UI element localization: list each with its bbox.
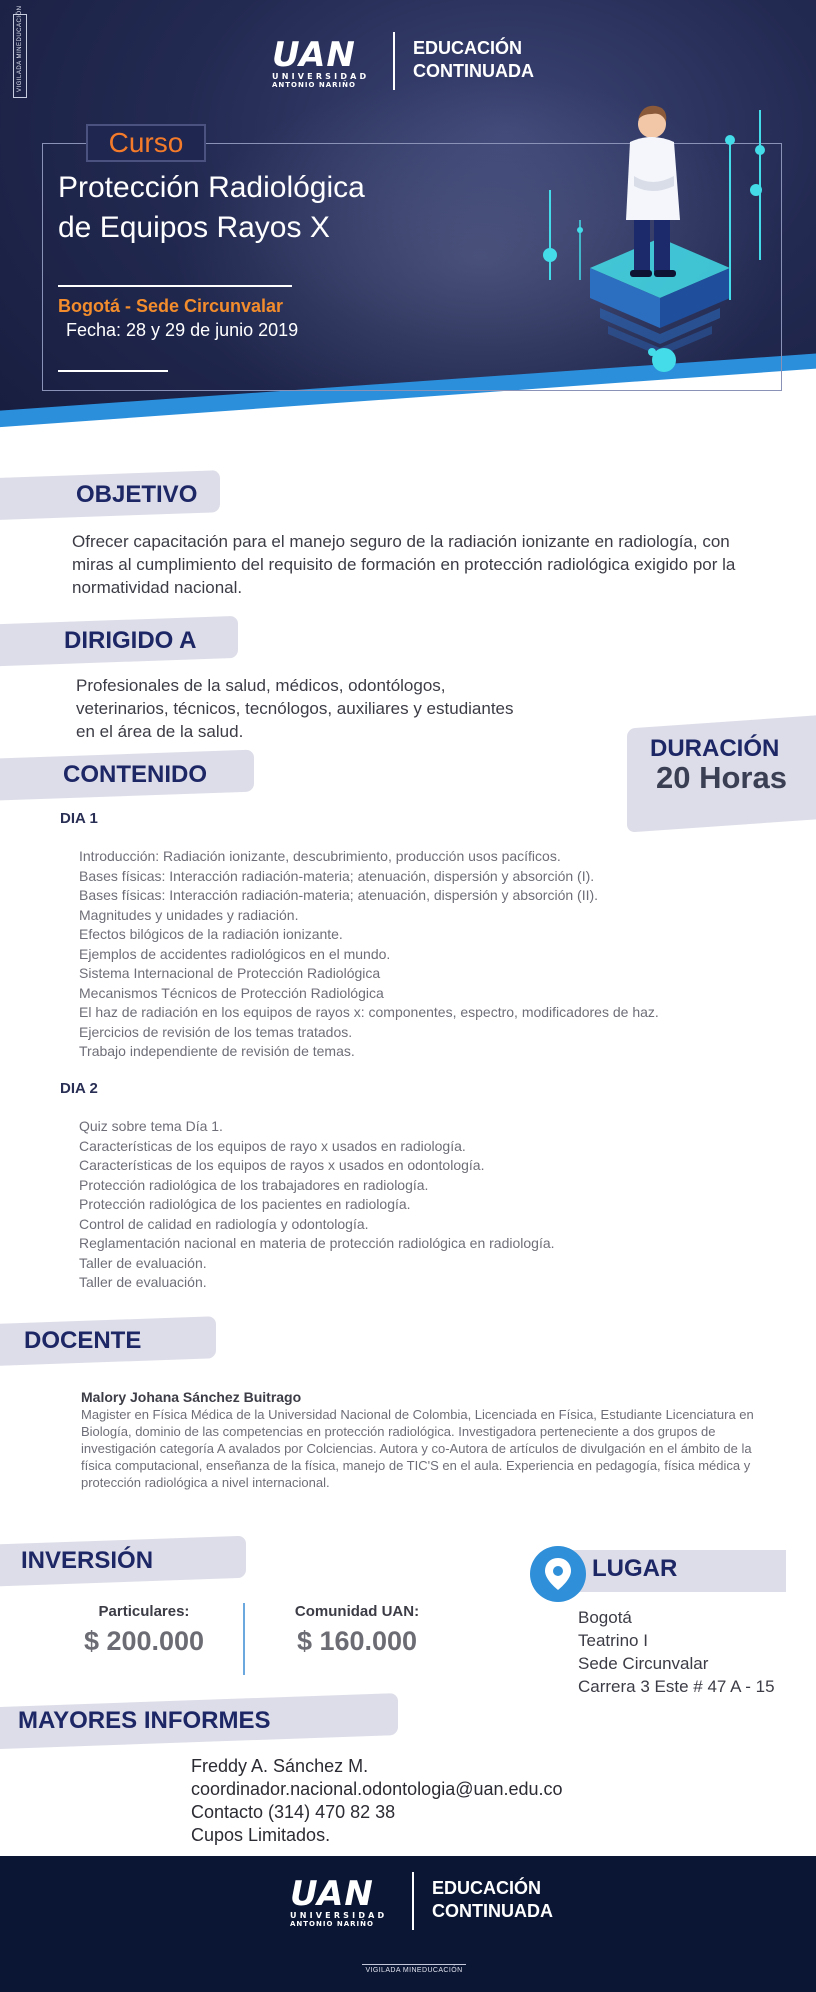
dirigido-heading-text: DIRIGIDO A bbox=[64, 627, 197, 654]
list-item: El haz de radiación en los equipos de rayos x: componentes, espectro, modificadores de haz. bbox=[79, 1004, 659, 1020]
dirigido-heading bbox=[0, 616, 238, 666]
objetivo-heading bbox=[0, 470, 220, 520]
unit-line-2: CONTINUADA bbox=[413, 61, 534, 81]
list-item: Magnitudes y unidades y radiación. bbox=[79, 906, 299, 923]
list-item: Introducción: Radiación ionizante, descubrimiento, producción usos pacíficos. bbox=[79, 848, 561, 864]
contenido-heading bbox=[0, 750, 254, 801]
list-item: Quiz sobre tema Día 1. bbox=[79, 1118, 223, 1134]
footer-logo-mark: UAN bbox=[290, 1874, 374, 1914]
contact-note: Cupos Limitados. bbox=[191, 1825, 331, 1845]
list-item: Reglamentación nacional en materia de protección radiológica en radiología. bbox=[79, 1235, 555, 1251]
list-item: Características de los equipos de rayos x usados en odontología. bbox=[79, 1157, 485, 1173]
contact-phone: Contacto (314) 470 82 38 bbox=[191, 1802, 396, 1822]
dirigido-text: Profesionales de la salud, médicos, odontólogos, veterinarios, técnicos, tecnólogos, auxiliares y estudiantes en el área de la salud. bbox=[76, 676, 514, 741]
course-badge: Curso bbox=[86, 124, 206, 162]
day-2-label: DIA 2 bbox=[60, 1080, 98, 1097]
footer-unit-line-2: CONTINUADA bbox=[432, 1901, 553, 1921]
hero-rule-top bbox=[58, 285, 292, 287]
footer-unit-line-1: EDUCACIÓN bbox=[432, 1878, 542, 1898]
address-line: Carrera 3 Este # 47 A - 15 bbox=[578, 1677, 775, 1696]
day-2-topics bbox=[79, 1117, 555, 1293]
vigilada-text: VIGILADA MINEDUCACIÓN bbox=[17, 5, 23, 92]
course-date: Fecha: 28 y 29 de junio 2019 bbox=[66, 320, 299, 340]
particulares-label: Particulares: bbox=[98, 1603, 190, 1620]
price-divider bbox=[243, 1603, 245, 1675]
docente-heading bbox=[0, 1316, 216, 1366]
footer-logo-university: UNIVERSIDAD bbox=[290, 1911, 388, 1920]
logo-mark: UAN bbox=[272, 35, 356, 75]
list-item: Mecanismos Técnicos de Protección Radiológica bbox=[79, 984, 384, 1001]
inversion-heading-text: INVERSIÓN bbox=[21, 1547, 154, 1574]
list-item: Ejemplos de accidentes radiológicos en el mundo. bbox=[79, 945, 391, 962]
course-title-line-2: de Equipos Rayos X bbox=[58, 211, 330, 244]
lugar-address bbox=[578, 1606, 775, 1698]
uan-logo bbox=[272, 35, 372, 89]
duracion-label: DURACIÓN bbox=[650, 735, 780, 762]
footer-unit-name bbox=[432, 1877, 553, 1923]
list-item: Trabajo independiente de revisión de temas. bbox=[79, 1043, 355, 1059]
contact-info bbox=[191, 1755, 563, 1847]
mayores-informes-heading-text: MAYORES INFORMES bbox=[18, 1707, 271, 1734]
particulares-price: $ 200.000 bbox=[83, 1626, 205, 1656]
location-pin-glyph bbox=[530, 1546, 586, 1602]
contact-name: Freddy A. Sánchez M. bbox=[191, 1756, 369, 1776]
day-1-label: DIA 1 bbox=[60, 810, 98, 827]
unit-line-1: EDUCACIÓN bbox=[413, 38, 523, 58]
duracion-value: 20 Horas bbox=[656, 760, 787, 795]
logo-divider bbox=[393, 32, 395, 90]
course-location: Bogotá - Sede Circunvalar bbox=[58, 296, 284, 316]
hero-rule-bottom bbox=[58, 370, 168, 372]
footer-logo-name: ANTONIO NARIÑO bbox=[290, 1920, 374, 1928]
list-item: Taller de evaluación. bbox=[79, 1274, 207, 1290]
list-item: Características de los equipos de rayo x usados en radiología. bbox=[79, 1137, 466, 1154]
list-item: Bases físicas: Interacción radiación-materia; atenuación, dispersión y absorción (I). bbox=[79, 867, 595, 884]
vigilada-badge-footer: VIGILADA MINEDUCACIÓN bbox=[362, 1964, 466, 1977]
list-item: Taller de evaluación. bbox=[79, 1254, 207, 1271]
list-item: Protección radiológica de los trabajadores en radiología. bbox=[79, 1176, 429, 1193]
mayores-informes-heading bbox=[0, 1693, 398, 1749]
list-item: Ejercicios de revisión de los temas tratados. bbox=[79, 1023, 353, 1040]
logo-university: UNIVERSIDAD bbox=[272, 72, 370, 81]
objetivo-heading-text: OBJETIVO bbox=[76, 481, 198, 508]
logo-name: ANTONIO NARIÑO bbox=[272, 81, 356, 89]
location-pin-icon bbox=[530, 1546, 586, 1602]
list-item: Control de calidad en radiología y odontología. bbox=[79, 1215, 369, 1232]
course-title-line-1: Protección Radiológica bbox=[58, 171, 365, 204]
address-line: Sede Circunvalar bbox=[578, 1654, 709, 1673]
footer-uan-logo bbox=[290, 1874, 390, 1928]
footer-logo-divider bbox=[412, 1872, 414, 1930]
list-item: Sistema Internacional de Protección Radiológica bbox=[79, 965, 381, 981]
contact-email[interactable]: coordinador.nacional.odontologia@uan.edu.co bbox=[191, 1779, 563, 1799]
address-line: Teatrino I bbox=[578, 1631, 648, 1650]
course-title bbox=[58, 168, 458, 248]
list-item: Protección radiológica de los pacientes en radiología. bbox=[79, 1196, 411, 1212]
docente-heading-text: DOCENTE bbox=[24, 1327, 142, 1354]
contenido-heading-text: CONTENIDO bbox=[63, 761, 207, 788]
comunidad-uan-label: Comunidad UAN: bbox=[294, 1603, 420, 1620]
inversion-heading bbox=[0, 1536, 246, 1587]
docente-name: Malory Johana Sánchez Buitrago bbox=[81, 1389, 302, 1405]
day-1-topics bbox=[79, 847, 659, 1062]
comunidad-uan-price: $ 160.000 bbox=[296, 1626, 418, 1656]
docente-bio: Magister en Física Médica de la Universidad Nacional de Colombia, Licenciada en Física, Estudiante Licenciatura en Biología, dominio de las competencias en protección radiológica. Investigadora perteneciente a dos grupos de investigación categoría A avalados por Colciencias. Autora y co-Autora de artículos de divulgación en el ámbito de la física computacional, enseñanza de la física, manejo de TIC'S en el aula. Experiencia en pedagogía, física médica y protección radiológica a nivel internacional. bbox=[81, 1407, 754, 1490]
list-item: Efectos bilógicos de la radiación ionizante. bbox=[79, 926, 343, 942]
doctor-illustration bbox=[530, 80, 790, 380]
list-item: Bases físicas: Interacción radiación-materia; atenuación, dispersión y absorción (II). bbox=[79, 887, 599, 903]
objetivo-text: Ofrecer capacitación para el manejo seguro de la radiación ionizante en radiología, con miras al cumplimiento del requisito de formación en protección radiológica exigido por la normatividad nacional. bbox=[72, 532, 736, 597]
unit-name bbox=[413, 37, 534, 83]
lugar-heading: LUGAR bbox=[592, 1555, 678, 1582]
vigilada-badge-side bbox=[13, 5, 27, 98]
address-line: Bogotá bbox=[578, 1608, 632, 1627]
